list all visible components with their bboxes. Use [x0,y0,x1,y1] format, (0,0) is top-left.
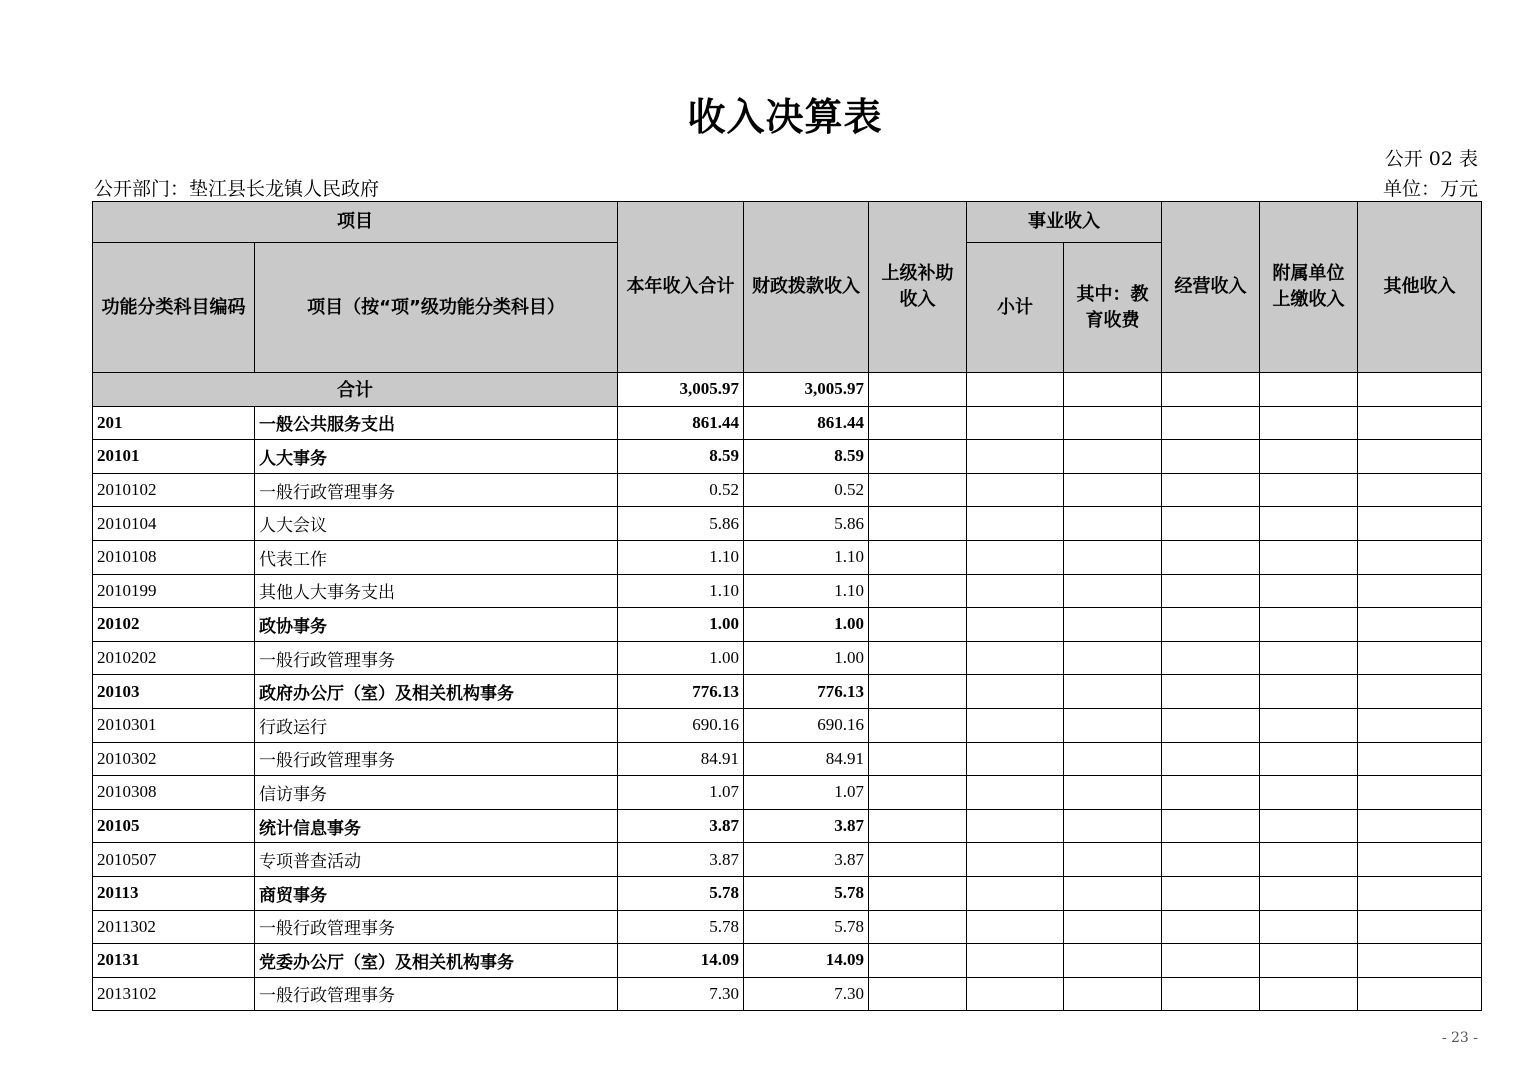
code-cell: 2010104 [93,507,255,541]
fiscal-cell: 776.13 [744,675,869,709]
total-income-cell: 861.44 [618,406,744,440]
upper-subsidy-cell [869,406,967,440]
edu-fee-cell [1064,910,1162,944]
name-cell: 其他人大事务支出 [255,574,618,608]
edu-fee-cell [1064,944,1162,978]
total-income-cell: 1.10 [618,540,744,574]
edu-fee-cell [1064,473,1162,507]
code-cell: 2010308 [93,776,255,810]
operating-cell [1162,708,1260,742]
subtotal-cell [967,540,1064,574]
other-cell [1358,977,1482,1011]
table-row [93,742,1482,776]
upper-subsidy-cell [869,540,967,574]
upper-subsidy-cell [869,876,967,910]
edu-fee-cell [1064,876,1162,910]
name-cell: 党委办公厅（室）及相关机构事务 [255,944,618,978]
subtotal-cell [967,574,1064,608]
table-row [93,977,1482,1011]
fiscal-cell: 5.78 [744,910,869,944]
code-cell: 20105 [93,809,255,843]
name-cell: 一般行政管理事务 [255,910,618,944]
operating-cell [1162,675,1260,709]
affiliated-cell [1260,809,1358,843]
subtotal-cell [967,440,1064,474]
affiliated-cell [1260,507,1358,541]
table-row [93,876,1482,910]
table-row [93,440,1482,474]
table-row [93,641,1482,675]
code-cell: 201 [93,406,255,440]
header-operating: 经营收入 [1162,202,1260,373]
total-income-cell: 690.16 [618,708,744,742]
other-cell [1358,406,1482,440]
header-project: 项目 [93,202,618,243]
affiliated-cell [1260,944,1358,978]
operating-cell [1162,473,1260,507]
other-cell [1358,641,1482,675]
fiscal-cell: 5.78 [744,876,869,910]
code-cell: 20103 [93,675,255,709]
operating-cell [1162,440,1260,474]
edu-fee-cell [1064,540,1162,574]
affiliated-cell [1260,540,1358,574]
code-cell: 20113 [93,876,255,910]
operating-cell [1162,507,1260,541]
header-total-income: 本年收入合计 [618,202,744,373]
table-row [93,540,1482,574]
subtotal-cell [967,507,1064,541]
table-row [93,809,1482,843]
affiliated-cell [1260,440,1358,474]
affiliated-cell [1260,675,1358,709]
operating-cell [1162,540,1260,574]
fiscal-cell: 5.86 [744,507,869,541]
code-cell: 2010301 [93,708,255,742]
header-code: 功能分类科目编码 [93,243,255,373]
fiscal-cell: 861.44 [744,406,869,440]
upper-subsidy-cell [869,910,967,944]
table-row [93,675,1482,709]
subtotal-cell [967,977,1064,1011]
header-other: 其他收入 [1358,202,1482,373]
edu-fee-cell [1064,742,1162,776]
other-cell [1358,507,1482,541]
name-cell: 一般行政管理事务 [255,742,618,776]
table-row [93,608,1482,642]
name-cell: 行政运行 [255,708,618,742]
total-income-cell: 3.87 [618,809,744,843]
edu-fee-cell [1064,776,1162,810]
upper-subsidy-cell [869,742,967,776]
upper-subsidy-cell [869,608,967,642]
upper-subsidy-cell [869,675,967,709]
name-cell: 商贸事务 [255,876,618,910]
operating-cell [1162,574,1260,608]
name-cell: 统计信息事务 [255,809,618,843]
name-cell: 代表工作 [255,540,618,574]
table-body [93,373,1482,1011]
unit-label: 单位：万元 [1382,178,1478,200]
table-row [93,507,1482,541]
fiscal-cell: 1.07 [744,776,869,810]
total-income-cell: 3,005.97 [618,373,744,407]
edu-fee-cell [1064,440,1162,474]
operating-cell [1162,876,1260,910]
subtotal-cell [967,944,1064,978]
upper-subsidy-cell [869,944,967,978]
code-cell: 20131 [93,944,255,978]
header-fiscal: 财政拨款收入 [744,202,869,373]
upper-subsidy-cell [869,507,967,541]
affiliated-cell [1260,876,1358,910]
name-cell: 一般行政管理事务 [255,977,618,1011]
name-cell: 一般行政管理事务 [255,473,618,507]
fiscal-cell: 8.59 [744,440,869,474]
fiscal-cell: 0.52 [744,473,869,507]
affiliated-cell [1260,742,1358,776]
total-income-cell: 3.87 [618,843,744,877]
edu-fee-cell [1064,809,1162,843]
total-income-cell: 776.13 [618,675,744,709]
other-cell [1358,776,1482,810]
department-label: 公开部门：垫江县长龙镇人民政府 [94,178,380,200]
other-cell [1358,708,1482,742]
upper-subsidy-cell [869,809,967,843]
affiliated-cell [1260,843,1358,877]
other-cell [1358,910,1482,944]
header-business-income: 事业收入 [967,202,1162,243]
header-affiliated: 附属单位上缴收入 [1260,202,1358,373]
subtotal-cell [967,910,1064,944]
name-cell: 信访事务 [255,776,618,810]
other-cell [1358,876,1482,910]
subtotal-cell [967,608,1064,642]
name-cell: 政协事务 [255,608,618,642]
other-cell [1358,843,1482,877]
name-cell: 人大事务 [255,440,618,474]
total-affiliated-cell [1260,373,1358,407]
code-cell: 20102 [93,608,255,642]
page-number: - 23 - [1441,1030,1478,1046]
header-project-name: 项目（按“项”级功能分类科目） [255,243,618,373]
edu-fee-cell [1064,843,1162,877]
upper-subsidy-cell [869,977,967,1011]
subtotal-cell [967,776,1064,810]
edu-fee-cell [1064,507,1162,541]
fiscal-cell: 3.87 [744,843,869,877]
income-table [92,201,1482,1011]
total-label: 合计 [93,373,618,407]
other-cell [1358,574,1482,608]
table-row [93,944,1482,978]
name-cell: 政府办公厅（室）及相关机构事务 [255,675,618,709]
edu-fee-cell [1064,977,1162,1011]
subtotal-cell [967,708,1064,742]
total-edu-fee-cell [1064,373,1162,407]
affiliated-cell [1260,910,1358,944]
edu-fee-cell [1064,608,1162,642]
total-income-cell: 8.59 [618,440,744,474]
upper-subsidy-cell [869,440,967,474]
code-cell: 2010202 [93,641,255,675]
total-income-cell: 1.00 [618,608,744,642]
total-row [93,373,1482,407]
other-cell [1358,608,1482,642]
code-cell: 2010102 [93,473,255,507]
code-cell: 20101 [93,440,255,474]
fiscal-cell: 14.09 [744,944,869,978]
other-cell [1358,675,1482,709]
operating-cell [1162,776,1260,810]
code-cell: 2010199 [93,574,255,608]
total-income-cell: 1.00 [618,641,744,675]
total-subtotal-cell [967,373,1064,407]
other-cell [1358,809,1482,843]
fiscal-cell: 1.10 [744,540,869,574]
table-row [93,910,1482,944]
operating-cell [1162,608,1260,642]
fiscal-cell: 84.91 [744,742,869,776]
subtotal-cell [967,876,1064,910]
edu-fee-cell [1064,708,1162,742]
upper-subsidy-cell [869,708,967,742]
subtotal-cell [967,742,1064,776]
total-income-cell: 5.78 [618,910,744,944]
operating-cell [1162,742,1260,776]
header-edu-fee: 其中：教育收费 [1064,243,1162,373]
subtotal-cell [967,809,1064,843]
fiscal-cell: 7.30 [744,977,869,1011]
name-cell: 人大会议 [255,507,618,541]
upper-subsidy-cell [869,776,967,810]
total-upper-subsidy-cell [869,373,967,407]
other-cell [1358,944,1482,978]
edu-fee-cell [1064,574,1162,608]
name-cell: 一般公共服务支出 [255,406,618,440]
other-cell [1358,742,1482,776]
page-title: 收入决算表 [687,95,883,139]
affiliated-cell [1260,977,1358,1011]
total-fiscal-cell: 3,005.97 [744,373,869,407]
total-income-cell: 1.07 [618,776,744,810]
code-cell: 2010507 [93,843,255,877]
table-row [93,473,1482,507]
table-row [93,574,1482,608]
affiliated-cell [1260,608,1358,642]
affiliated-cell [1260,574,1358,608]
total-other-cell [1358,373,1482,407]
name-cell: 一般行政管理事务 [255,641,618,675]
subtotal-cell [967,641,1064,675]
code-cell: 2013102 [93,977,255,1011]
affiliated-cell [1260,708,1358,742]
table-row [93,406,1482,440]
upper-subsidy-cell [869,574,967,608]
fiscal-cell: 1.10 [744,574,869,608]
operating-cell [1162,406,1260,440]
edu-fee-cell [1064,406,1162,440]
edu-fee-cell [1064,675,1162,709]
operating-cell [1162,910,1260,944]
operating-cell [1162,944,1260,978]
header-upper-subsidy: 上级补助收入 [869,202,967,373]
fiscal-cell: 1.00 [744,641,869,675]
form-number: 公开 02 表 [1384,148,1478,170]
total-income-cell: 5.78 [618,876,744,910]
fiscal-cell: 3.87 [744,809,869,843]
edu-fee-cell [1064,641,1162,675]
code-cell: 2011302 [93,910,255,944]
affiliated-cell [1260,473,1358,507]
subtotal-cell [967,473,1064,507]
table-row [93,843,1482,877]
other-cell [1358,473,1482,507]
header-subtotal: 小计 [967,243,1064,373]
other-cell [1358,440,1482,474]
operating-cell [1162,843,1260,877]
operating-cell [1162,977,1260,1011]
operating-cell [1162,809,1260,843]
subtotal-cell [967,406,1064,440]
total-income-cell: 84.91 [618,742,744,776]
table-row [93,708,1482,742]
operating-cell [1162,641,1260,675]
name-cell: 专项普查活动 [255,843,618,877]
code-cell: 2010108 [93,540,255,574]
total-income-cell: 14.09 [618,944,744,978]
table-row [93,776,1482,810]
affiliated-cell [1260,406,1358,440]
subtotal-cell [967,675,1064,709]
other-cell [1358,540,1482,574]
affiliated-cell [1260,641,1358,675]
total-income-cell: 5.86 [618,507,744,541]
total-income-cell: 1.10 [618,574,744,608]
upper-subsidy-cell [869,843,967,877]
upper-subsidy-cell [869,473,967,507]
upper-subsidy-cell [869,641,967,675]
fiscal-cell: 1.00 [744,608,869,642]
total-income-cell: 7.30 [618,977,744,1011]
affiliated-cell [1260,776,1358,810]
fiscal-cell: 690.16 [744,708,869,742]
total-income-cell: 0.52 [618,473,744,507]
subtotal-cell [967,843,1064,877]
code-cell: 2010302 [93,742,255,776]
total-operating-cell [1162,373,1260,407]
